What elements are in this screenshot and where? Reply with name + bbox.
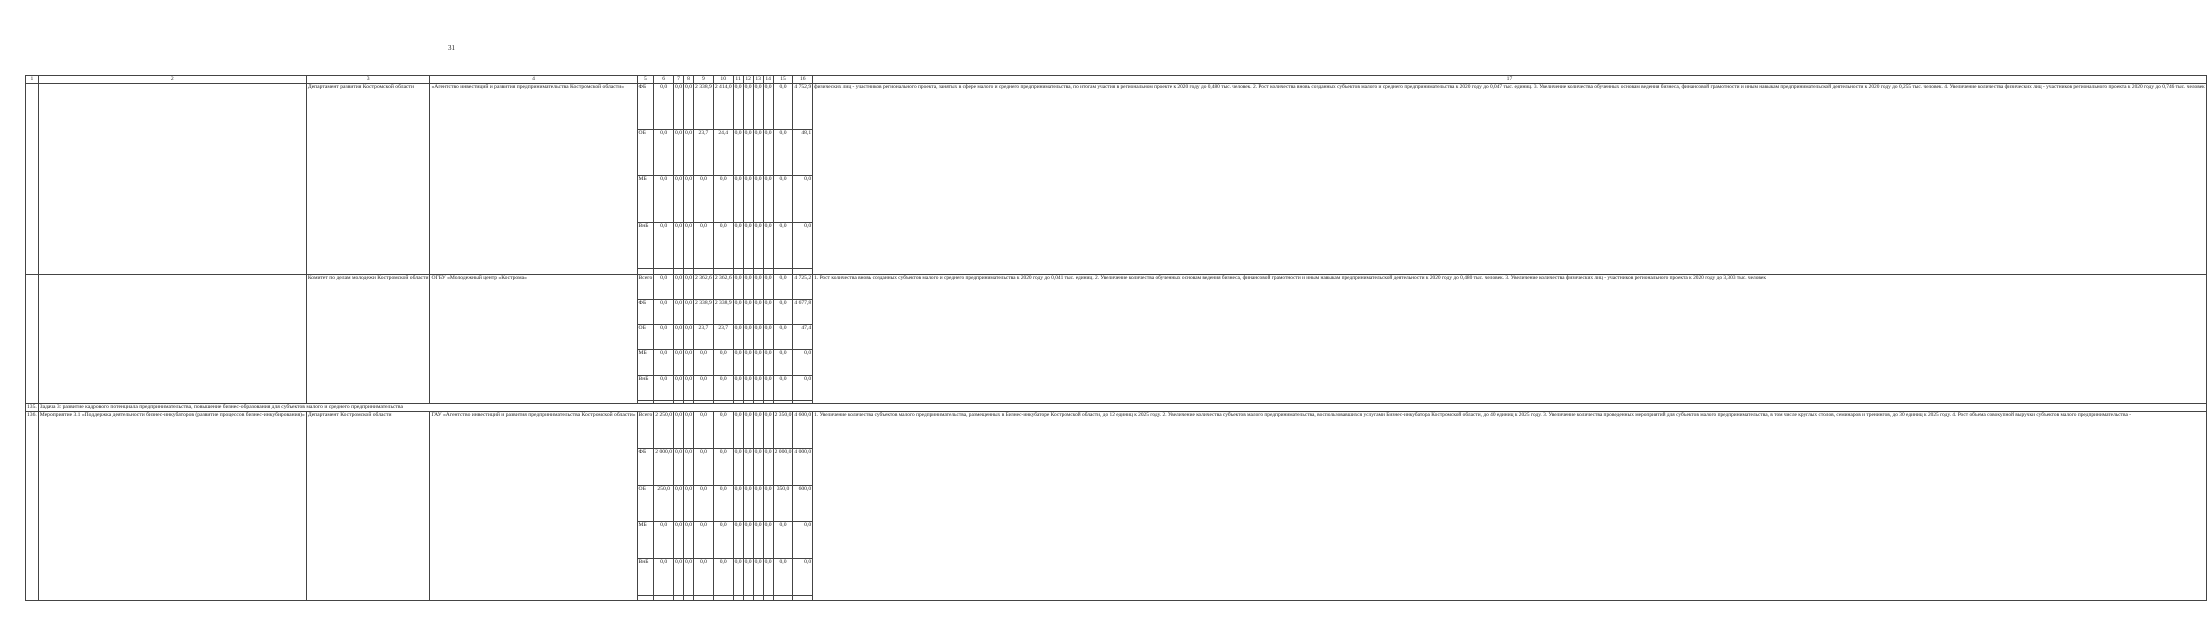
value-cell: 0,0 [763,222,773,268]
funding-label: ВнБ [637,222,654,268]
col-header: 15 [773,76,793,84]
col-header: 7 [674,76,684,84]
value-cell: 0,0 [753,485,763,522]
result-cell: 1. Увеличение количества субъектов малого предпринимательства, размещенных в Бизнес-инкубаторе Костромской области, до 12 единиц к 2025 году. 2. Увеличение количества субъектов малого предпринимательства, воспользовавшихся услугами Бизнес-инкубатора Костромской области, до 40 единиц к 2025 году. 3. Увеличение количества проведенных мероприятий для субъектов малого предпринимательства, в том числе круглых столов, семинаров и тренингов, до 30 единиц к 2025 году. 4. Рост объема совокупной выручки субъектов малого предпринимательства - [813,411,2207,600]
value-cell: 0,0 [773,522,793,559]
value-cell: 0,0 [753,300,763,325]
task-title: Задача 3: развитие кадрового потенциала предпринимательства, повышение бизнес-образования для субъектов малого и среднего предпринимательства [38,403,2206,411]
executor-cell: Департамент Костромской области [306,411,430,600]
value-cell: 0,0 [773,222,793,268]
value-cell: 2 362,6 [694,274,714,299]
funding-label: МБ [637,350,654,375]
value-cell: 0,0 [684,300,694,325]
value-cell: 0,0 [773,300,793,325]
value-cell: 0,0 [733,522,743,559]
measure-cell [38,274,306,403]
value-cell: 0,0 [763,130,773,176]
value-cell: 0,0 [684,222,694,268]
value-cell: 0,0 [743,448,753,485]
row-number-cell [26,83,39,274]
value-cell: 0,0 [674,522,684,559]
value-cell: 0,0 [763,325,773,350]
value-cell: 0,0 [753,411,763,448]
value-cell: 0,0 [733,559,743,596]
value-cell: 0,0 [684,176,694,222]
value-cell: 0,0 [733,300,743,325]
value-cell: 0,0 [713,485,733,522]
value-cell: 0,0 [763,300,773,325]
value-cell: 0,0 [654,83,674,129]
value-cell: 0,0 [694,522,714,559]
value-cell: 2 338,9 [694,300,714,325]
value-cell: 0,0 [743,83,753,129]
value-cell: 0,0 [684,411,694,448]
value-cell: 0,0 [674,411,684,448]
value-cell: 0,0 [753,130,763,176]
row-number-cell [26,274,39,403]
value-cell: 0,0 [743,375,753,400]
value-cell: 0,0 [694,559,714,596]
value-cell: 0,0 [743,522,753,559]
value-cell: 0,0 [674,83,684,129]
participant-cell: «Агентство инвестиций и развития предпринимательства Костромской области» [430,83,637,274]
table-row [26,83,2207,129]
value-cell: 2 350,0 [773,411,793,448]
value-cell: 0,0 [654,130,674,176]
value-cell: 0,0 [713,222,733,268]
value-cell: 0,0 [773,176,793,222]
value-cell: 0,0 [793,559,813,596]
executor-cell: Комитет по делам молодежи Костромской области [306,274,430,403]
value-cell: 0,0 [674,485,684,522]
program-table [25,75,2207,601]
value-cell: 0,0 [713,411,733,448]
value-cell: 0,0 [654,325,674,350]
col-header: 5 [637,76,654,84]
value-cell: 0,0 [763,350,773,375]
value-cell: 4 600,0 [793,411,813,448]
value-cell: 0,0 [694,176,714,222]
col-header: 8 [684,76,694,84]
value-cell: 350,0 [773,485,793,522]
value-cell: 23,7 [694,325,714,350]
value-cell: 4 725,2 [793,274,813,299]
funding-label: Всего [637,274,654,299]
value-cell: 0,0 [674,274,684,299]
funding-label: ФБ [637,83,654,129]
value-cell: 0,0 [733,130,743,176]
value-cell: 0,0 [773,325,793,350]
value-cell: 0,0 [793,176,813,222]
value-cell: 0,0 [654,350,674,375]
value-cell: 0,0 [654,222,674,268]
value-cell: 0,0 [743,222,753,268]
value-cell: 0,0 [694,222,714,268]
value-cell: 23,7 [713,325,733,350]
value-cell: 0,0 [753,83,763,129]
value-cell: 0,0 [763,411,773,448]
col-header: 10 [713,76,733,84]
value-cell: 0,0 [684,130,694,176]
value-cell: 0,0 [773,130,793,176]
value-cell: 0,0 [763,448,773,485]
value-cell: 0,0 [674,300,684,325]
value-cell: 0,0 [713,559,733,596]
value-cell: 0,0 [674,448,684,485]
value-cell: 0,0 [733,83,743,129]
value-cell: 0,0 [674,350,684,375]
value-cell: 0,0 [674,325,684,350]
value-cell: 0,0 [713,176,733,222]
value-cell: 0,0 [733,176,743,222]
value-cell: 0,0 [763,375,773,400]
value-cell: 0,0 [733,350,743,375]
value-cell: 0,0 [753,448,763,485]
column-number-row [26,76,2207,84]
value-cell: 4 677,8 [793,300,813,325]
page-number: 31 [448,44,455,52]
col-header: 13 [753,76,763,84]
value-cell: 0,0 [694,411,714,448]
col-header: 17 [813,76,2207,84]
funding-label: ОБ [637,130,654,176]
value-cell: 0,0 [674,559,684,596]
value-cell: 0,0 [674,375,684,400]
value-cell: 0,0 [733,325,743,350]
col-header: 3 [306,76,430,84]
value-cell: 0,0 [763,176,773,222]
executor-cell: Департамент развития Костромской области [306,83,430,274]
value-cell: 0,0 [654,522,674,559]
value-cell: 2 250,0 [654,411,674,448]
funding-label: ФБ [637,300,654,325]
value-cell: 0,0 [684,375,694,400]
value-cell: 4 000,0 [793,448,813,485]
value-cell: 0,0 [753,350,763,375]
value-cell: 0,0 [654,176,674,222]
value-cell: 0,0 [684,559,694,596]
value-cell: 0,0 [684,274,694,299]
value-cell: 0,0 [773,83,793,129]
value-cell: 0,0 [743,350,753,375]
table-row [26,274,2207,299]
value-cell: 23,7 [694,130,714,176]
col-header: 1 [26,76,39,84]
value-cell: 0,0 [684,325,694,350]
funding-label: ВнБ [637,375,654,400]
value-cell: 0,0 [684,350,694,375]
value-cell: 0,0 [753,325,763,350]
col-header: 12 [743,76,753,84]
value-cell: 0,0 [753,176,763,222]
col-header: 9 [694,76,714,84]
value-cell: 0,0 [713,448,733,485]
value-cell: 0,0 [763,83,773,129]
participant-cell: ГАУ «Агентство инвестиций и развития предпринимательства Костромской области» [430,411,637,600]
measure-cell [38,83,306,274]
value-cell: 0,0 [743,485,753,522]
value-cell: 0,0 [743,176,753,222]
participant-cell: ОГБУ «Молодежный центр «Кострома» [430,274,637,403]
result-cell: 1. Рост количества вновь созданных субъектов малого и среднего предпринимательства к 2020 году до 0,041 тыс. единиц. 2. Увеличение количества обученных основам ведения бизнеса, финансовой грамотности и иным навыкам предпринимательской деятельности к 2020 году до 0,480 тыс. человек. 3. Увеличение количества физических лиц - участников регионального проекта к 2020 году до 3,303 тыс. человек [813,274,2207,403]
value-cell: 0,0 [654,559,674,596]
value-cell: 0,0 [743,274,753,299]
funding-label: ФБ [637,448,654,485]
value-cell: 0,0 [773,274,793,299]
value-cell: 2 000,0 [773,448,793,485]
value-cell: 0,0 [763,274,773,299]
value-cell: 0,0 [773,559,793,596]
value-cell: 4 752,9 [793,83,813,129]
value-cell: 0,0 [753,522,763,559]
value-cell: 0,0 [684,448,694,485]
col-header: 4 [430,76,637,84]
col-header: 2 [38,76,306,84]
col-header: 14 [763,76,773,84]
result-cell: физических лиц - участников регионального проекта, занятых в сфере малого и среднего предпринимательства, по итогам участия в региональном проекте к 2020 году до 0,480 тыс. человек. 2. Рост количества вновь созданных субъектов малого и среднего предпринимательства к 2020 году до 0,047 тыс. единиц. 3. Увеличение количества обученных основам ведения бизнеса, финансовой грамотности и иным навыкам предпринимательской деятельности к 2020 году до 0,255 тыс. человек. 4. Увеличение количества физических лиц - участников регионального проекта к 2020 году до 0,746 тыс. человек [813,83,2207,274]
funding-label: МБ [637,522,654,559]
value-cell: 2 338,9 [694,83,714,129]
value-cell: 0,0 [674,222,684,268]
value-cell: 0,0 [713,522,733,559]
value-cell: 0,0 [733,448,743,485]
task-number: 135. [27,403,37,410]
value-cell: 0,0 [733,274,743,299]
value-cell: 0,0 [753,559,763,596]
value-cell: 2 414,0 [713,83,733,129]
value-cell: 0,0 [684,83,694,129]
value-cell: 0,0 [694,485,714,522]
row-number-cell: 136. [26,411,39,600]
value-cell: 0,0 [733,411,743,448]
col-header: 16 [793,76,813,84]
value-cell: 0,0 [763,522,773,559]
value-cell: 2 362,6 [713,274,733,299]
value-cell: 0,0 [713,375,733,400]
col-header: 6 [654,76,674,84]
task-row [26,403,2207,411]
value-cell: 0,0 [793,522,813,559]
value-cell: 0,0 [743,300,753,325]
value-cell: 0,0 [793,350,813,375]
value-cell: 0,0 [793,375,813,400]
value-cell: 0,0 [743,325,753,350]
value-cell: 0,0 [743,559,753,596]
funding-label: Всего [637,411,654,448]
value-cell: 0,0 [694,350,714,375]
value-cell: 24,4 [713,130,733,176]
value-cell: 0,0 [694,375,714,400]
value-cell: 48,1 [793,130,813,176]
value-cell: 0,0 [654,300,674,325]
value-cell: 2 338,9 [713,300,733,325]
funding-label: ВнБ [637,559,654,596]
value-cell: 0,0 [674,130,684,176]
value-cell: 47,4 [793,325,813,350]
funding-label: МБ [637,176,654,222]
value-cell: 0,0 [773,350,793,375]
value-cell: 0,0 [753,274,763,299]
value-cell: 250,0 [654,485,674,522]
value-cell: 0,0 [733,222,743,268]
value-cell: 0,0 [753,222,763,268]
funding-label: ОБ [637,485,654,522]
value-cell: 0,0 [793,222,813,268]
value-cell: 0,0 [743,411,753,448]
value-cell: 0,0 [684,522,694,559]
value-cell: 2 000,0 [654,448,674,485]
value-cell: 0,0 [694,448,714,485]
table-row [26,411,2207,448]
value-cell: 0,0 [654,375,674,400]
value-cell: 0,0 [763,559,773,596]
value-cell: 0,0 [654,274,674,299]
value-cell: 0,0 [773,375,793,400]
value-cell: 0,0 [733,485,743,522]
value-cell: 0,0 [674,176,684,222]
value-cell: 0,0 [733,375,743,400]
value-cell: 0,0 [753,375,763,400]
measure-cell: Мероприятие 3.1 «Поддержка деятельности бизнес-инкубаторов (развитие процессов бизнес-инкубирования)» [38,411,306,600]
value-cell: 0,0 [713,350,733,375]
value-cell: 600,0 [793,485,813,522]
value-cell: 0,0 [763,485,773,522]
funding-label: ОБ [637,325,654,350]
value-cell: 0,0 [684,485,694,522]
col-header: 11 [733,76,743,84]
value-cell: 0,0 [743,130,753,176]
